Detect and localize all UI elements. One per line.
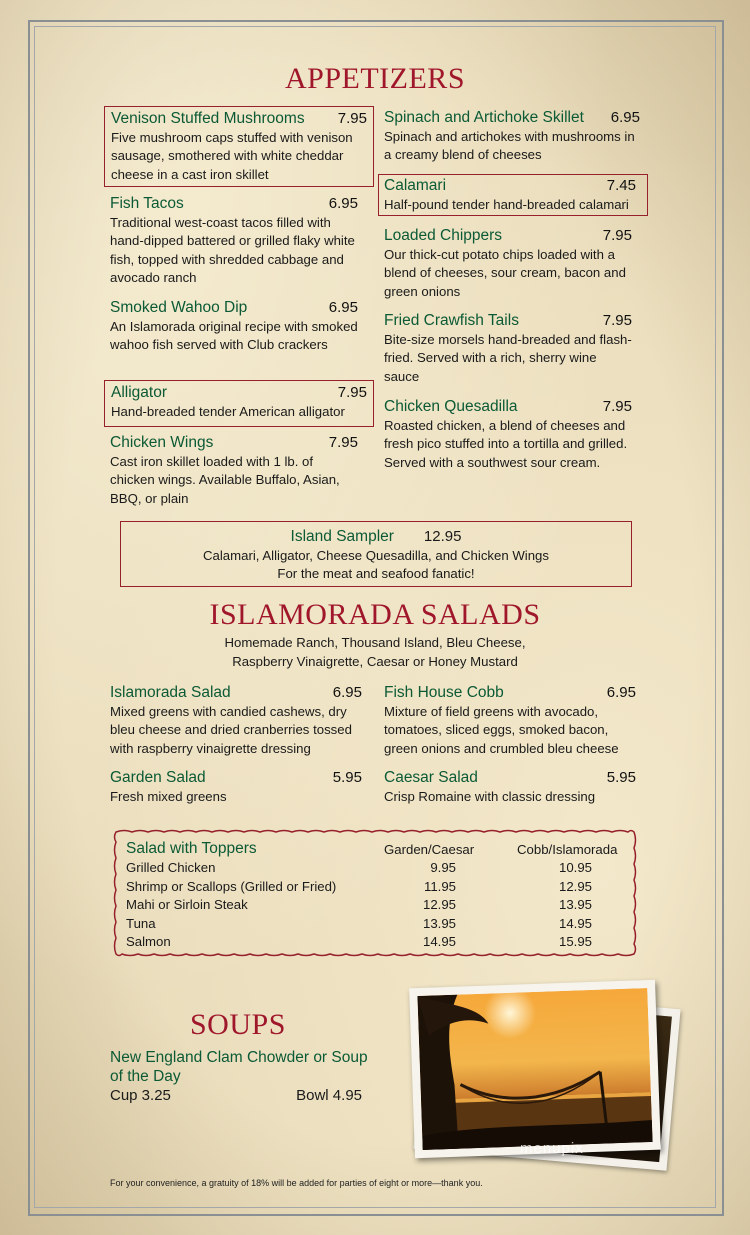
topper-price-cobb: 15.95 [558, 934, 592, 949]
item-description: An Islamorada original recipe with smoked wahoo fish served with Club crackers [110, 318, 358, 352]
toppers-title: Salad with Toppers [126, 840, 257, 857]
item-price: 7.95 [602, 227, 632, 244]
topper-label: Grilled Chicken [126, 860, 216, 875]
item-description: Half-pound tender hand-breaded calamari [384, 196, 629, 212]
dressing-line-1: Homemade Ranch, Thousand Island, Bleu Cheese, [224, 635, 526, 650]
item-description: Our thick-cut potato chips loaded with a blend of cheeses, sour cream, bacon and green onions [384, 246, 626, 299]
dressing-list [0, 634, 750, 671]
soup-name: New England Clam Chowder or Soup of the Day [110, 1049, 368, 1085]
toppers-col-garden-caesar: Garden/Caesar [384, 842, 475, 857]
item-description: Bite-size morsels hand-breaded and flash-fried. Served with a rich, sherry wine sauce [384, 331, 632, 384]
item-price: 5.95 [332, 769, 362, 786]
item-price: 6.95 [332, 684, 362, 701]
salad-caesar [384, 769, 636, 806]
item-description: Roasted chicken, a blend of cheeses and fresh pico stuffed into a tortilla and grilled. Served with a southwest sour cream. [384, 417, 628, 470]
item-name: Fish House Cobb [384, 684, 504, 701]
item-price: 6.95 [328, 299, 358, 316]
item-price: 5.95 [606, 769, 636, 786]
item-price: 7.95 [337, 110, 367, 127]
salads-heading: ISLAMORADA SALADS [209, 598, 541, 631]
item-name: Garden Salad [110, 769, 206, 786]
appetizer-chicken-quesadilla [384, 398, 646, 472]
dressing-line-2: Raspberry Vinaigrette, Caesar or Honey Mustard [232, 653, 518, 669]
topper-price-garden: 12.95 [422, 897, 456, 912]
island-sampler-box [120, 521, 632, 587]
item-description: Spinach and artichokes with mushrooms in a creamy blend of cheeses [384, 128, 635, 162]
item-name: Alligator [111, 384, 167, 401]
appetizer-fish-tacos [110, 195, 358, 288]
topper-price-cobb: 14.95 [558, 915, 592, 931]
topper-row [126, 934, 626, 953]
item-name: Venison Stuffed Mushrooms [111, 110, 305, 127]
appetizer-smoked-wahoo-dip [110, 299, 358, 355]
item-name: Fried Crawfish Tails [384, 312, 519, 329]
topper-label: Salmon [126, 934, 171, 949]
item-name: Fish Tacos [110, 195, 184, 212]
watermark: menupix [520, 1140, 584, 1157]
salad-toppers-box [112, 828, 638, 958]
toppers-col-cobb-islamorada: Cobb/Islamorada [517, 842, 618, 857]
sunset-image [417, 988, 652, 1150]
sunset-hammock-photo [409, 980, 661, 1158]
appetizer-spinach-artichoke-skillet [384, 109, 640, 165]
sampler-name: Island Sampler [290, 528, 394, 545]
soups-heading: SOUPS [190, 1008, 286, 1041]
item-price: 6.95 [610, 109, 640, 126]
item-name: Chicken Wings [110, 434, 214, 451]
topper-label: Mahi or Sirloin Steak [126, 897, 248, 912]
topper-row [126, 916, 626, 935]
topper-price-garden: 14.95 [422, 934, 456, 949]
item-name: Spinach and Artichoke Skillet [384, 109, 584, 126]
salad-fish-house-cobb [384, 684, 636, 758]
item-price: 7.95 [337, 384, 367, 401]
topper-price-cobb: 13.95 [558, 897, 592, 912]
soup-bowl-price: Bowl 4.95 [296, 1087, 362, 1104]
sampler-line-1: Calamari, Alligator, Cheese Quesadilla, and Chicken Wings [203, 547, 549, 563]
item-description: Mixture of field greens with avocado, tomatoes, sliced eggs, smoked bacon, green onions and crumbled bleu cheese [384, 703, 619, 756]
item-price: 7.95 [328, 434, 358, 451]
item-description: Crisp Romaine with classic dressing [384, 788, 596, 804]
appetizers-heading: APPETIZERS [284, 62, 466, 95]
topper-price-cobb: 12.95 [558, 878, 592, 894]
item-price: 7.45 [606, 177, 636, 194]
item-price: 7.95 [602, 312, 632, 329]
topper-price-garden: 13.95 [422, 915, 456, 931]
item-price: 7.95 [602, 398, 632, 415]
soup-cup-price: Cup 3.25 [110, 1087, 171, 1104]
appetizer-loaded-chippers [384, 227, 632, 301]
topper-row [126, 897, 626, 916]
item-description: Mixed greens with candied cashews, dry bleu cheese and dried cranberries tossed with raspberry vinaigrette dressing [110, 703, 352, 756]
sampler-line-2: For the meat and seafood fanatic! [277, 566, 475, 581]
appetizer-venison-stuffed-mushrooms [104, 106, 374, 187]
item-name: Caesar Salad [384, 769, 478, 786]
item-price: 6.95 [328, 195, 358, 212]
item-name: Smoked Wahoo Dip [110, 299, 248, 316]
item-price: 6.95 [606, 684, 636, 701]
topper-label: Tuna [126, 915, 156, 931]
item-name: Islamorada Salad [110, 684, 231, 701]
appetizer-calamari [378, 174, 648, 216]
item-description: Traditional west-coast tacos filled with hand-dipped battered or grilled flaky white fish, topped with shredded cabbage and avocado ranch [110, 214, 355, 285]
topper-row [126, 860, 626, 879]
topper-label: Shrimp or Scallops (Grilled or Fried) [126, 878, 337, 894]
item-name: Loaded Chippers [384, 227, 503, 244]
appetizer-chicken-wings [110, 434, 358, 508]
sampler-price: 12.95 [423, 528, 462, 545]
topper-price-garden: 11.95 [423, 878, 456, 894]
topper-row [126, 879, 626, 898]
item-description: Hand-breaded tender American alligator [111, 403, 345, 419]
item-description: Five mushroom caps stuffed with venison sausage, smothered with white cheddar cheese in a cast iron skillet [111, 129, 353, 182]
item-description: Fresh mixed greens [110, 788, 227, 804]
salad-garden [110, 769, 362, 806]
item-name: Chicken Quesadilla [384, 398, 518, 415]
topper-price-garden: 9.95 [430, 860, 456, 875]
appetizer-fried-crawfish-tails [384, 312, 632, 386]
topper-price-cobb: 10.95 [558, 860, 592, 875]
gratuity-footnote: For your convenience, a gratuity of 18% will be added for parties of eight or more—thank you. [110, 1178, 483, 1188]
item-name: Calamari [384, 177, 447, 194]
appetizer-alligator [104, 380, 374, 427]
item-description: Cast iron skillet loaded with 1 lb. of chicken wings. Available Buffalo, Asian, BBQ, or plain [110, 453, 340, 506]
salad-islamorada [110, 684, 366, 758]
